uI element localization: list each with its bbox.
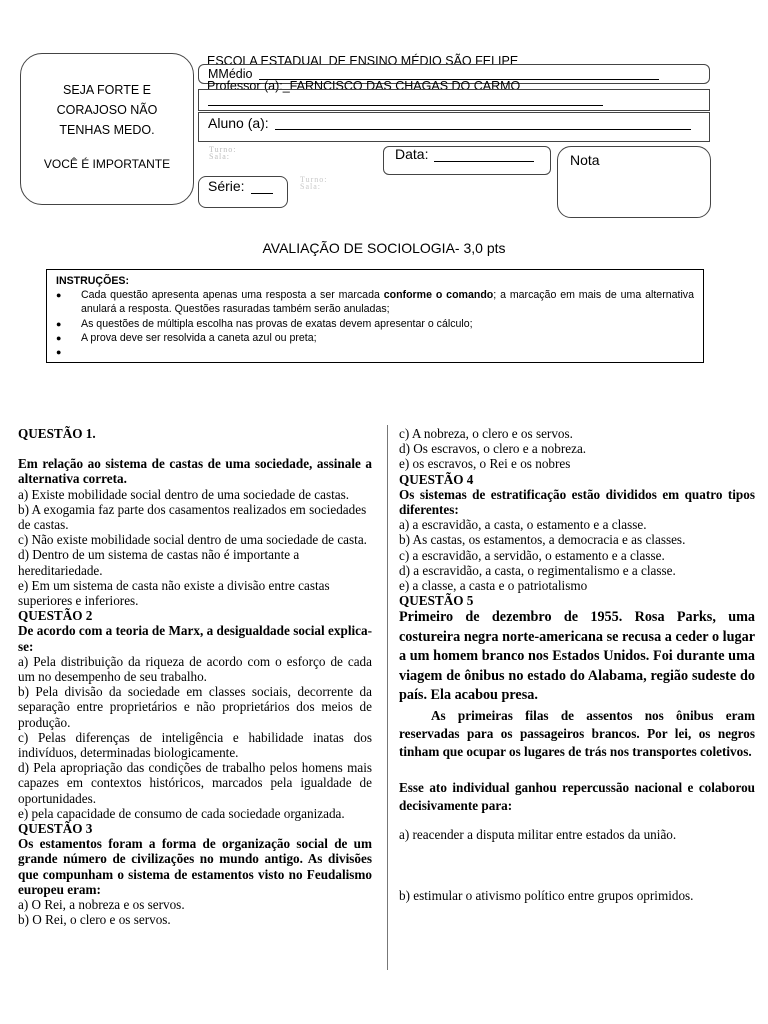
q3-option-c[interactable]: c) A nobreza, o clero e os servos.: [399, 426, 573, 441]
q4-title: QUESTÃO 4: [399, 471, 474, 487]
q3-option-e[interactable]: e) os escravos, o Rei e os nobres: [399, 456, 571, 472]
instructions-list: [56, 288, 694, 345]
teacher-underline: [208, 91, 603, 106]
grade-label: Nota: [570, 152, 600, 168]
q3-title: QUESTÃO 3: [18, 821, 93, 837]
motto-line-3: TENHAS MEDO.: [59, 123, 155, 137]
q3-stem: Os estamentos foram a forma de organização social de um grande número de civilizações no mundo antigo. As divisões que compunham o sistema de estamentos visto no Feudalismo europeu eram:: [18, 836, 372, 897]
motto-box: [20, 53, 194, 205]
date-label: Data:: [395, 146, 429, 162]
q1-title: QUESTÃO 1.: [18, 426, 96, 441]
q2-title: QUESTÃO 2: [18, 608, 93, 624]
q4-option-e[interactable]: e) a classe, a casta e o patriotalismo: [399, 578, 588, 594]
q5-option-b[interactable]: b) estimular o ativismo político entre grupos oprimidos.: [399, 887, 694, 903]
teacher-field: [198, 89, 710, 111]
motto-line-2: CORAJOSO NÃO: [56, 103, 158, 117]
q1-stem: Em relação ao sistema de castas de uma sociedade, assinale a alternativa correta.: [18, 456, 372, 487]
student-underline: [275, 115, 691, 130]
instruction-item: ● As questões de múltipla escolha nas provas de exatas devem apresentar o cálculo;: [56, 317, 694, 331]
faint-turno-sala: [209, 146, 237, 160]
q5-text-1: Primeiro de dezembro de 1955. Rosa Parks, uma costureira negra norte-americana se recusa a ceder o lugar a um homem branco nos Estados Unidos. Foi durante uma viagem de ônibus no estado do Alabama, região sudeste do país. Ela acabou presa.: [399, 609, 755, 704]
motto-line-4: VOCÊ É IMPORTANTE: [43, 157, 171, 171]
grade-box[interactable]: [557, 146, 711, 218]
q2-option-a[interactable]: a) Pela distribuição da riqueza de acordo com o esforço de cada um no desempenho de seu trabalho.: [18, 653, 372, 685]
teacher-name: Professor (a):_FARNCISCO DAS CHAGAS DO CARMO: [207, 80, 521, 93]
date-field[interactable]: [383, 146, 551, 175]
instructions-heading: INSTRUÇÕES:: [56, 275, 129, 287]
q2-stem: De acordo com a teoria de Marx, a desigualdade social explica-se:: [18, 623, 372, 654]
series-field[interactable]: [198, 176, 288, 208]
faint-sala: Sala:: [209, 152, 230, 161]
date-underline: [434, 146, 534, 162]
faint-turno: Turno:: [209, 145, 237, 154]
q3-option-d[interactable]: d) Os escravos, o clero e a nobreza.: [399, 441, 587, 457]
faint-turno-sala-2: [300, 176, 328, 190]
q3-option-b[interactable]: b) O Rei, o clero e os servos.: [18, 912, 171, 928]
faint-sala-2: Sala:: [300, 182, 321, 191]
school-name: ESCOLA ESTADUAL DE ENSINO MÉDIO SÃO FELIPE: [207, 54, 519, 68]
q1-option-c[interactable]: c) Não existe mobilidade social dentro de uma sociedade de casta.: [18, 532, 367, 548]
series-underline: [251, 178, 273, 194]
q5-option-a[interactable]: a) reacender a disputa militar entre estados da união.: [399, 827, 677, 843]
motto-line-1: SEJA FORTE E: [63, 83, 151, 97]
right-column: [399, 426, 755, 903]
q5-stem: Esse ato individual ganhou repercussão nacional e colaborou decisivamente para:: [399, 780, 755, 814]
q1-option-a[interactable]: a) Existe mobilidade social dentro de uma sociedade de castas.: [18, 486, 350, 502]
q1-option-e[interactable]: e) Em um sistema de casta não existe a divisão entre castas superiores e inferiores.: [18, 577, 330, 609]
faint-turno-2: Turno:: [300, 175, 328, 184]
q2-option-c[interactable]: c) Pelas diferenças de inteligência e habilidade inatas dos indivíduos, determinadas biologicamente.: [18, 729, 372, 761]
q3-option-a[interactable]: a) O Rei, a nobreza e os servos.: [18, 897, 185, 913]
q4-option-d[interactable]: d) a escravidão, a casta, o regimentalismo e a classe.: [399, 562, 676, 578]
q1-option-d[interactable]: d) Dentro de um sistema de castas não é importante a hereditariedade.: [18, 547, 300, 578]
exam-title: AVALIAÇÃO DE SOCIOLOGIA- 3,0 pts: [262, 240, 506, 256]
student-field[interactable]: [198, 112, 710, 142]
student-label: Aluno (a):: [208, 115, 269, 131]
q4-stem: Os sistemas de estratificação estão divididos em quatro tipos diferentes:: [399, 486, 755, 518]
left-column: [18, 426, 372, 928]
q5-title: QUESTÃO 5: [399, 593, 474, 609]
q4-option-b[interactable]: b) As castas, os estamentos, a democracia e as classes.: [399, 532, 686, 548]
q2-option-d[interactable]: d) Pela apropriação das condições de trabalho pelos homens mais capazes em contextos históricos, marcados pela igualdade de oportunidades.: [18, 760, 372, 806]
instruction-item: ● A prova deve ser resolvida a caneta azul ou preta;: [56, 331, 694, 345]
series-label: Série:: [208, 178, 245, 194]
q4-option-a[interactable]: a) a escravidão, a casta, o estamento e a classe.: [399, 517, 647, 533]
level-label: MMédio: [208, 67, 253, 81]
column-divider: [387, 425, 388, 970]
q1-option-b[interactable]: b) A exogamia faz parte dos casamentos realizados em sociedades de castas.: [18, 501, 367, 533]
instructions-box: [46, 269, 704, 363]
level-underline: [259, 66, 659, 80]
q5-text-2: As primeiras filas de assentos nos ônibus eram reservadas para os passageiros brancos. Por lei, os negros tinham que ocupar os lugares de trás nos transportes coletivos.: [399, 708, 755, 760]
q4-option-c[interactable]: c) a escravidão, a servidão, o estamento e a classe.: [399, 547, 665, 563]
q2-option-b[interactable]: b) Pela divisão da sociedade em classes sociais, decorrente da separação entre proprietários e não proprietários dos meios de produção.: [18, 684, 372, 730]
instruction-item: ● Cada questão apresenta apenas uma resposta a ser marcada conforme o comando; a marcação em mais de uma alternativa anulará a resposta. Questões rasuradas também serão anuladas;: [56, 288, 694, 317]
q2-option-e[interactable]: e) pela capacidade de consumo de cada sociedade organizada.: [18, 805, 345, 821]
